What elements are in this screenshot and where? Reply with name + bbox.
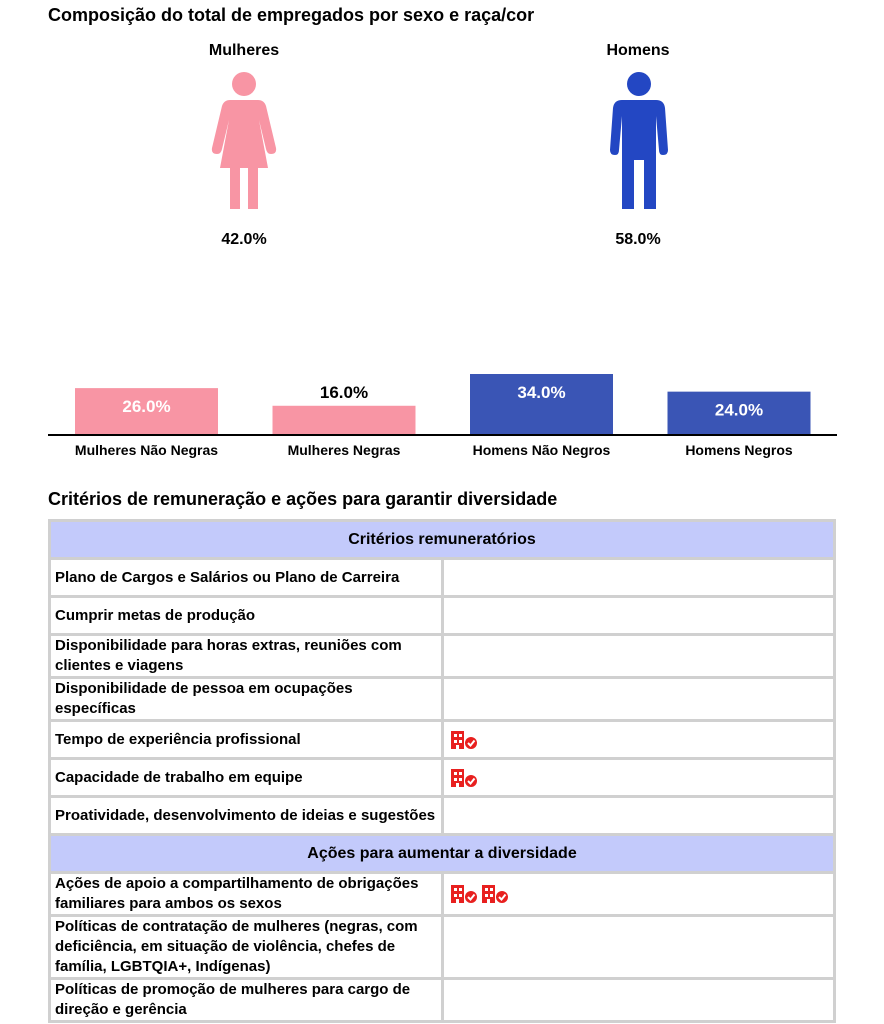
x-tick-label: Homens Não Negros (472, 442, 611, 458)
female-person-icon (206, 72, 282, 212)
table-row (50, 873, 835, 916)
row-icons (442, 873, 835, 916)
table-title: Critérios de remuneração e ações para garantir diversidade (48, 489, 558, 509)
building-check-icon (450, 730, 478, 750)
x-tick-label: Homens Negros (685, 442, 793, 458)
actions-header-row (50, 835, 835, 873)
row-label: Capacidade de trabalho em equipe (50, 759, 443, 797)
row-label: Plano de Cargos e Salários ou Plano de Carreira (50, 559, 443, 597)
building-check-icon (481, 884, 509, 904)
building-check-icon (450, 884, 478, 904)
row-icons (442, 916, 835, 979)
x-tick-label: Mulheres Negras (287, 442, 401, 458)
row-label: Políticas de contratação de mulheres (negras, com deficiência, em situação de violência, chefes de família, LGBTQIA+, Indígenas) (50, 916, 443, 979)
row-icons (442, 678, 835, 721)
row-label: Ações de apoio a compartilhamento de obrigações familiares para ambos os sexos (50, 873, 443, 916)
female-label: Mulheres (208, 42, 280, 59)
bar-value-label: 24.0% (714, 400, 764, 420)
male-percent: 58.0% (615, 231, 661, 248)
table-row (50, 759, 835, 797)
row-icons (442, 979, 835, 1022)
bar-value-label: 34.0% (517, 383, 566, 402)
row-icons (442, 559, 835, 597)
row-icons (442, 797, 835, 835)
bar-2 (273, 406, 416, 434)
table-row (50, 635, 835, 678)
male-label: Homens (606, 42, 670, 59)
table-row (50, 916, 835, 979)
row-label: Tempo de experiência profissional (50, 721, 443, 759)
row-icons (442, 597, 835, 635)
chart-title: Composição do total de empregados por sexo e raça/cor (48, 5, 535, 25)
table-row (50, 797, 835, 835)
building-check-icon (450, 768, 478, 788)
table-row (50, 979, 835, 1022)
table-row (50, 559, 835, 597)
criteria-table (48, 519, 836, 1023)
table-row (50, 678, 835, 721)
x-tick-label: Mulheres Não Negras (74, 442, 219, 458)
male-person-icon (604, 72, 674, 212)
row-label: Disponibilidade para horas extras, reuniões com clientes e viagens (50, 635, 443, 678)
table-row (50, 721, 835, 759)
bar-value-label: 26.0% (122, 397, 171, 417)
row-label: Políticas de promoção de mulheres para cargo de direção e gerência (50, 979, 443, 1022)
bar-chart (40, 360, 840, 470)
criteria-header: Critérios remuneratórios (50, 521, 835, 559)
row-label: Cumprir metas de produção (50, 597, 443, 635)
row-label: Proatividade, desenvolvimento de ideias e sugestões (50, 797, 443, 835)
bar-value-label: 16.0% (319, 382, 369, 402)
row-label: Disponibilidade de pessoa em ocupações específicas (50, 678, 443, 721)
row-icons (442, 721, 835, 759)
female-percent: 42.0% (221, 231, 267, 248)
row-icons (442, 759, 835, 797)
row-icons (442, 635, 835, 678)
table-row (50, 597, 835, 635)
criteria-header-row (50, 521, 835, 559)
actions-header: Ações para aumentar a diversidade (50, 835, 835, 873)
